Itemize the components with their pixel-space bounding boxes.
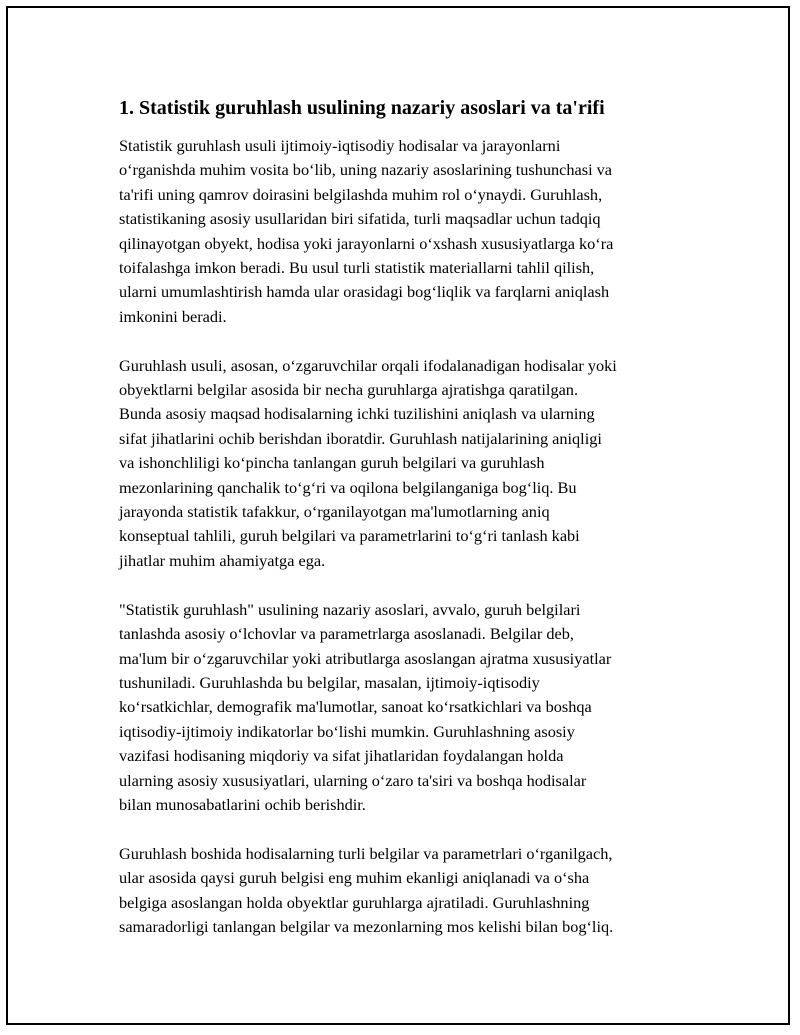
text-line: belgiga asoslangan holda obyektlar guruhlarga ajratiladi. Guruhlashning <box>119 892 590 912</box>
text-line: ko‘rsatkichlar, demografik ma'lumotlar, sanoat ko‘rsatkichlari va boshqa <box>119 697 592 717</box>
text-line: samaradorligi tanlangan belgilar va mezonlarning mos kelishi bilan bog‘liq. <box>119 916 614 936</box>
text-line: tanlashda asosiy o‘lchovlar va parametrlarga asoslanadi. Belgilar deb, <box>119 624 574 644</box>
text-line: jihatlar muhim ahamiyatga ega. <box>119 550 326 570</box>
text-line: ularni umumlashtirish hamda ular orasidagi bog‘liqlik va farqlarni aniqlash <box>119 282 610 302</box>
text-line: iqtisodiy-ijtimoiy indikatorlar bo‘lishi mumkin. Guruhlashning asosiy <box>119 721 575 741</box>
page-frame <box>6 6 790 1025</box>
text-line: Statistik guruhlash usuli ijtimoiy-iqtisodiy hodisalar va jarayonlarni <box>119 136 561 155</box>
text-line: va ishonchliligi ko‘pincha tanlangan guruh belgilari va guruhlash <box>119 453 545 473</box>
text-line: qilinayotgan obyekt, hodisa yoki jarayonlarni o‘xshash xususiyatlarga ko‘ra <box>119 233 614 253</box>
document-body <box>119 96 699 964</box>
text-line: obyektlarni belgilar asosida bir necha guruhlarga ajratishga qaratilgan. <box>119 380 579 400</box>
text-line: ularning asosiy xususiyatlari, ularning o‘zaro ta'siri va boshqa hodisalar <box>119 770 587 790</box>
section-heading: 1. Statistik guruhlash usulining nazariy asoslari va ta'rifi <box>119 97 605 119</box>
text-line: ta'rifi uning qamrov doirasini belgilashda muhim rol o‘ynaydi. Guruhlash, <box>119 184 603 204</box>
text-line: ma'lum bir o‘zgaruvchilar yoki atributlarga asoslangan ajratma xususiyatlar <box>119 648 612 668</box>
text-line: "Statistik guruhlash" usulining nazariy asoslari, avvalo, guruh belgilari <box>119 599 581 619</box>
text-line: o‘rganishda muhim vosita bo‘lib, uning nazariy asoslarining tushunchasi va <box>119 160 613 180</box>
text-line: bilan munosabatlarini ochib berishdir. <box>119 794 366 814</box>
text-line: mezonlarining qanchalik to‘g‘ri va oqilona belgilanganiga bog‘liq. Bu <box>119 477 577 497</box>
text-line: konseptual tahlili, guruh belgilari va parametrlarini to‘g‘ri tanlash kabi <box>119 526 580 546</box>
text-line: vazifasi hodisaning miqdoriy va sifat jihatlaridan foydalangan holda <box>119 746 564 766</box>
text-line: sifat jihatlarini ochib berishdan iboratdir. Guruhlash natijalarining aniqligi <box>119 428 602 448</box>
paragraph-2 <box>119 354 699 574</box>
paragraph-1 <box>119 134 699 329</box>
text-line: toifalashga imkon beradi. Bu usul turli statistik materiallarni tahlil qilish, <box>119 258 595 278</box>
text-line: tushuniladi. Guruhlashda bu belgilar, masalan, ijtimoiy-iqtisodiy <box>119 672 540 692</box>
text-line: imkonini beradi. <box>119 306 227 326</box>
text-line: statistikaning asosiy usullaridan biri sifatida, turli maqsadlar uchun tadqiq <box>119 209 601 229</box>
text-line: ular asosida qaysi guruh belgisi eng muhim ekanligi aniqlanadi va o‘sha <box>119 868 590 888</box>
paragraph-3 <box>119 598 699 818</box>
text-line: jarayonda statistik tafakkur, o‘rganilayotgan ma'lumotlarning aniq <box>119 502 550 522</box>
text-line: Bunda asosiy maqsad hodisalarning ichki tuzilishini aniqlash va ularning <box>119 404 595 424</box>
text-line: Guruhlash usuli, asosan, o‘zgaruvchilar orqali ifodalanadigan hodisalar yoki <box>119 355 617 375</box>
paragraph-4 <box>119 842 699 940</box>
text-line: Guruhlash boshida hodisalarning turli belgilar va parametrlari o‘rganilgach, <box>119 843 613 863</box>
